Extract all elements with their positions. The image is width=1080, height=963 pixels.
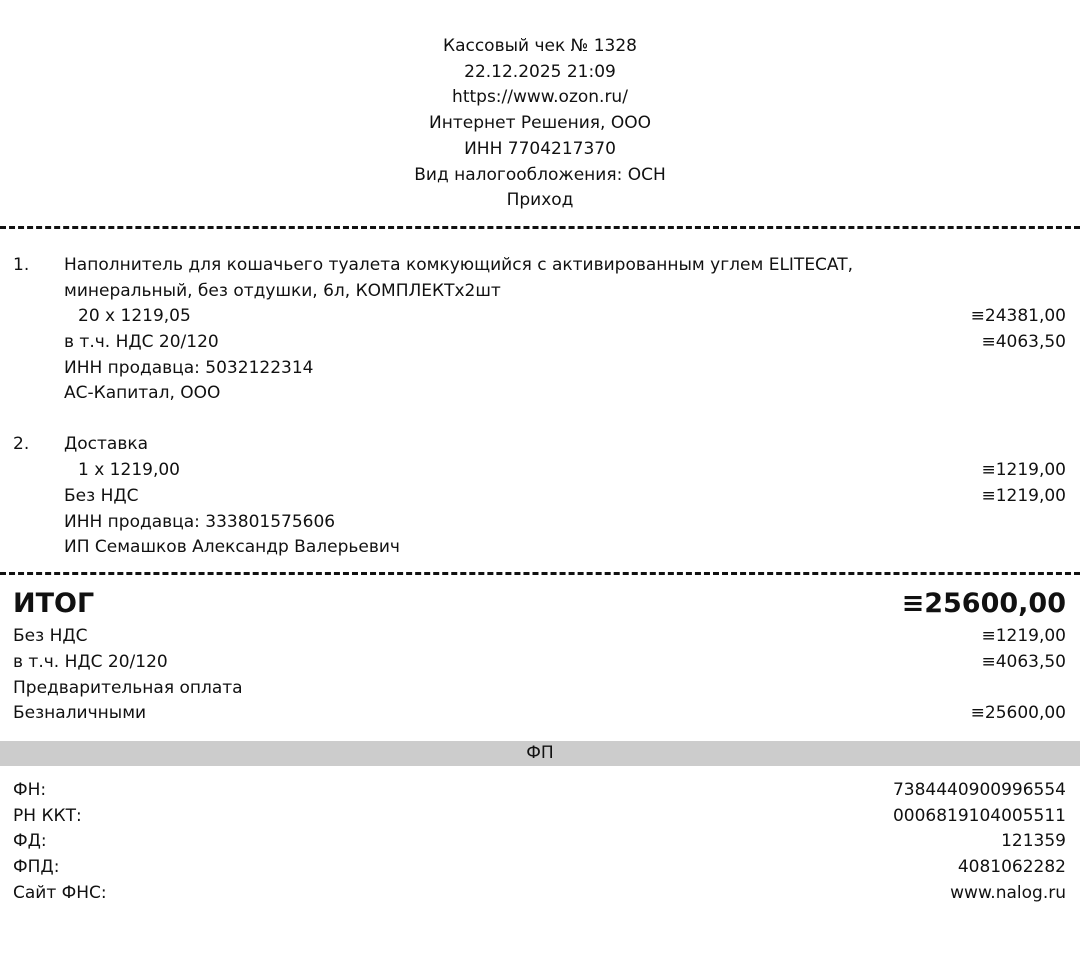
fns-site-label: Сайт ФНС: [13,883,107,903]
item-name: Наполнитель для кошачьего туалета комкующийся с активированным углем ELITECAT, [64,255,854,275]
receipt-datetime: 22.12.2025 21:09 [464,61,616,82]
tax-system: Вид налогообложения: ОСН [414,164,666,185]
fd-value: 121359 [1001,831,1066,851]
receipt-title: Кассовый чек № 1328 [443,36,637,56]
total-label: ИТОГ [13,588,95,619]
item-vat-label: Без НДС [64,486,139,506]
seller-name: ИП Семашков Александр Валерьевич [64,537,400,557]
divider-bottom [0,572,1080,575]
item-vat-sum: ≡1219,00 [981,486,1066,506]
prepayment-label: Предварительная оплата [13,678,243,698]
item-sum: ≡1219,00 [981,460,1066,480]
seller-name: АС-Капитал, ООО [64,383,221,403]
item-vat-label: в т.ч. НДС 20/120 [64,332,219,352]
vat-label: в т.ч. НДС 20/120 [13,652,168,672]
company-inn: ИНН 7704217370 [464,138,616,159]
fn-label: ФН: [13,780,47,800]
company-name: Интернет Решения, ООО [429,113,651,134]
rn-kkt-value: 0006819104005511 [892,806,1066,826]
receipt-header [0,34,1080,214]
item-sum: ≡24381,00 [970,306,1066,326]
item-name: Доставка [64,434,149,454]
fd-label: ФД: [13,831,47,851]
no-vat-label: Без НДС [13,626,88,646]
rn-kkt-label: РН ККТ: [13,806,82,826]
cashless-value: ≡25600,00 [970,703,1066,723]
no-vat-value: ≡1219,00 [981,626,1066,646]
cashless-label: Безналичными [13,703,147,723]
total-row [0,586,1080,622]
vat-value: ≡4063,50 [981,652,1066,672]
fiscal-section-header: ФП [0,741,1080,766]
fns-site-link[interactable]: www.nalog.ru [950,883,1066,903]
item-vat-sum: ≡4063,50 [981,332,1066,352]
item-qty-price: 1 x 1219,00 [78,460,180,480]
divider-top [0,226,1080,229]
fpd-label: ФПД: [13,857,60,877]
store-site: https://www.ozon.ru/ [452,87,628,108]
fpd-value: 4081062282 [957,857,1066,877]
item-index: 2. [13,434,30,454]
item-index: 1. [13,255,30,275]
total-value: ≡25600,00 [901,588,1066,619]
item-name-continued: минеральный, без отдушки, 6л, КОМПЛЕКТх2шт [64,281,501,301]
seller-inn: ИНН продавца: 333801575606 [64,512,336,532]
operation-type: Приход [506,190,574,211]
fn-value: 7384440900996554 [892,780,1066,800]
seller-inn: ИНН продавца: 5032122314 [64,358,314,378]
item-qty-price: 20 x 1219,05 [78,306,191,326]
